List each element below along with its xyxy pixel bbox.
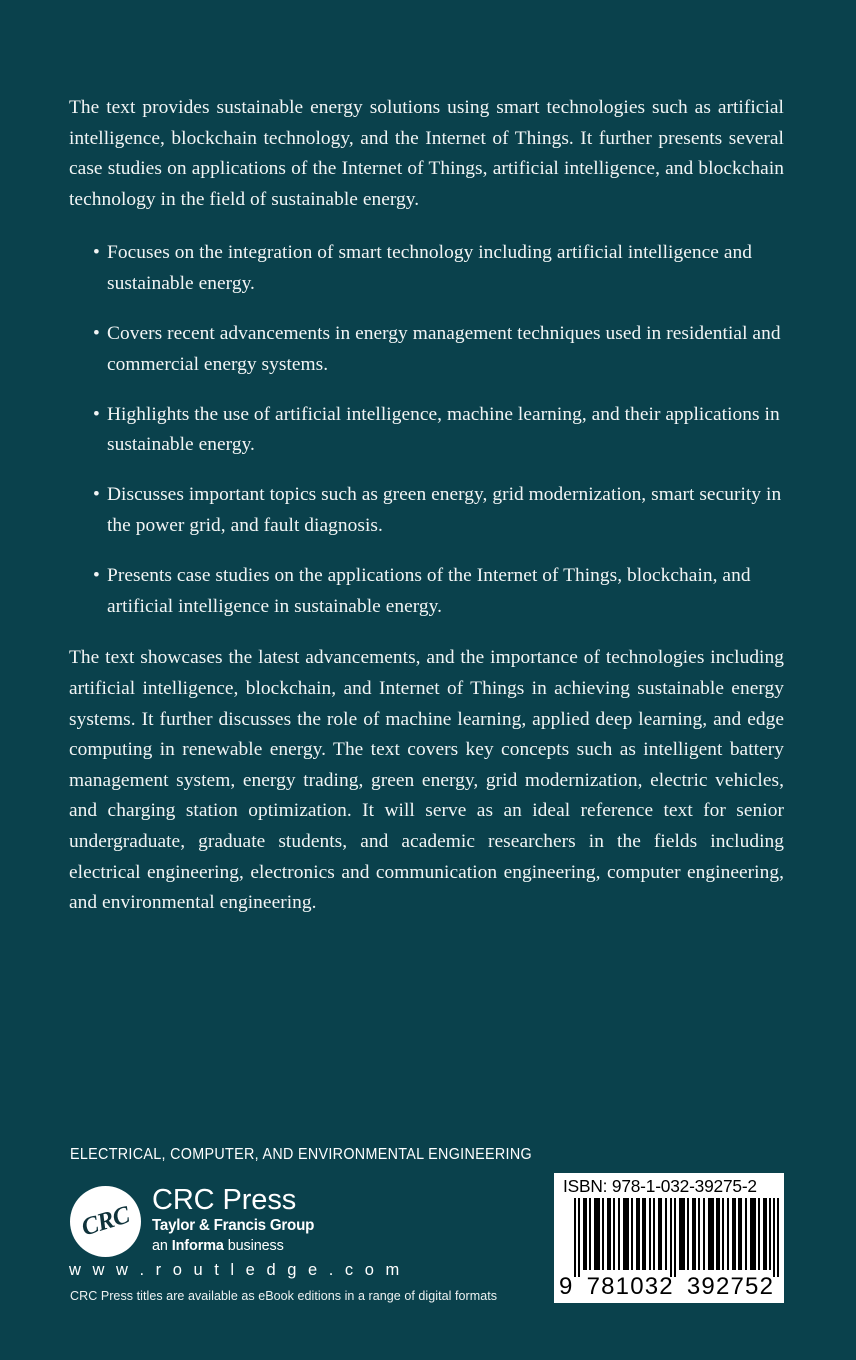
barcode-bars (574, 1198, 779, 1277)
barcode-digit-first: 9 (559, 1273, 574, 1300)
ebook-availability-note: CRC Press titles are available as eBook editions in a range of digital formats (70, 1288, 498, 1303)
list-item (69, 238, 784, 300)
bullet-dot-icon: • (93, 322, 100, 344)
list-item-text: Presents case studies on the applications of the Internet of Things, blockchain, and artificial intelligence in sustainable energy. (107, 564, 751, 617)
list-item-text: Highlights the use of artificial intelligence, machine learning, and their applications in sustainable energy. (107, 403, 780, 456)
tagline-prefix: an (152, 1238, 172, 1254)
publisher-logo-lockup (70, 1186, 370, 1264)
crc-seal-label: CRC (78, 1201, 133, 1242)
publisher-tagline (152, 1237, 367, 1256)
marketing-copy-block (69, 93, 784, 919)
tagline-brand: Informa (171, 1238, 224, 1254)
list-item (69, 480, 784, 542)
blurb-paragraph-2: The text showcases the latest advancements, and the importance of technologies including artificial intelligence, blockchain, and Internet of Things in achieving sustainable energy systems. It further discusses the role of machine learning, applied deep learning, and edge computing in renewable energy. The text covers key concepts such as intelligent battery management system, energy trading, green energy, grid modernization, electric vehicles, and charging station optimization. It will serve as an ideal reference text for senior undergraduate, graduate students, and academic researchers in the fields including electrical engineering, electronics and communication engineering, computer engineering, and environmental engineering. (69, 647, 784, 914)
list-item (69, 400, 784, 462)
publisher-group: Taylor & Francis Group (152, 1217, 315, 1234)
series-title: ELECTRICAL, COMPUTER, AND ENVIRONMENTAL ENGINEERING (70, 1146, 532, 1163)
publisher-name: CRC Press (152, 1184, 297, 1216)
feature-bullet-list (69, 238, 784, 622)
list-item (69, 319, 784, 381)
barcode-digit-row (559, 1273, 781, 1301)
list-item-text: Discusses important topics such as green energy, grid modernization, smart security in the power grid, and fault diagnosis. (107, 484, 782, 536)
isbn-number-label: ISBN: 978-1-032-39275-2 (563, 1176, 757, 1196)
isbn-barcode-block (554, 1173, 784, 1303)
publisher-website-url[interactable]: w w w . r o u t l e d g e . c o m (69, 1261, 403, 1279)
bullet-dot-icon: • (93, 242, 100, 264)
bullet-dot-icon: • (93, 403, 100, 425)
bullet-dot-icon: • (93, 564, 100, 586)
crc-seal-icon (70, 1186, 141, 1257)
list-item-text: Focuses on the integration of smart technology including artificial intelligence and sustainable energy. (107, 242, 752, 295)
barcode-digits-left: 781032 (586, 1273, 674, 1300)
bullet-dot-icon: • (93, 484, 100, 506)
tagline-suffix: business (223, 1238, 284, 1254)
publisher-text-block (152, 1184, 367, 1256)
barcode-digits-right: 392752 (686, 1273, 775, 1300)
blurb-paragraph-1: The text provides sustainable energy solutions using smart technologies such as artificial intelligence, blockchain technology, and the Internet of Things. It further presents several case studies on applications of the Internet of Things, artificial intelligence, and blockchain technology in the field of sustainable energy. (69, 97, 784, 210)
list-item (69, 561, 784, 623)
list-item-text: Covers recent advancements in energy management techniques used in residential and commercial energy systems. (107, 322, 781, 375)
paragraph-spacer (69, 622, 784, 643)
